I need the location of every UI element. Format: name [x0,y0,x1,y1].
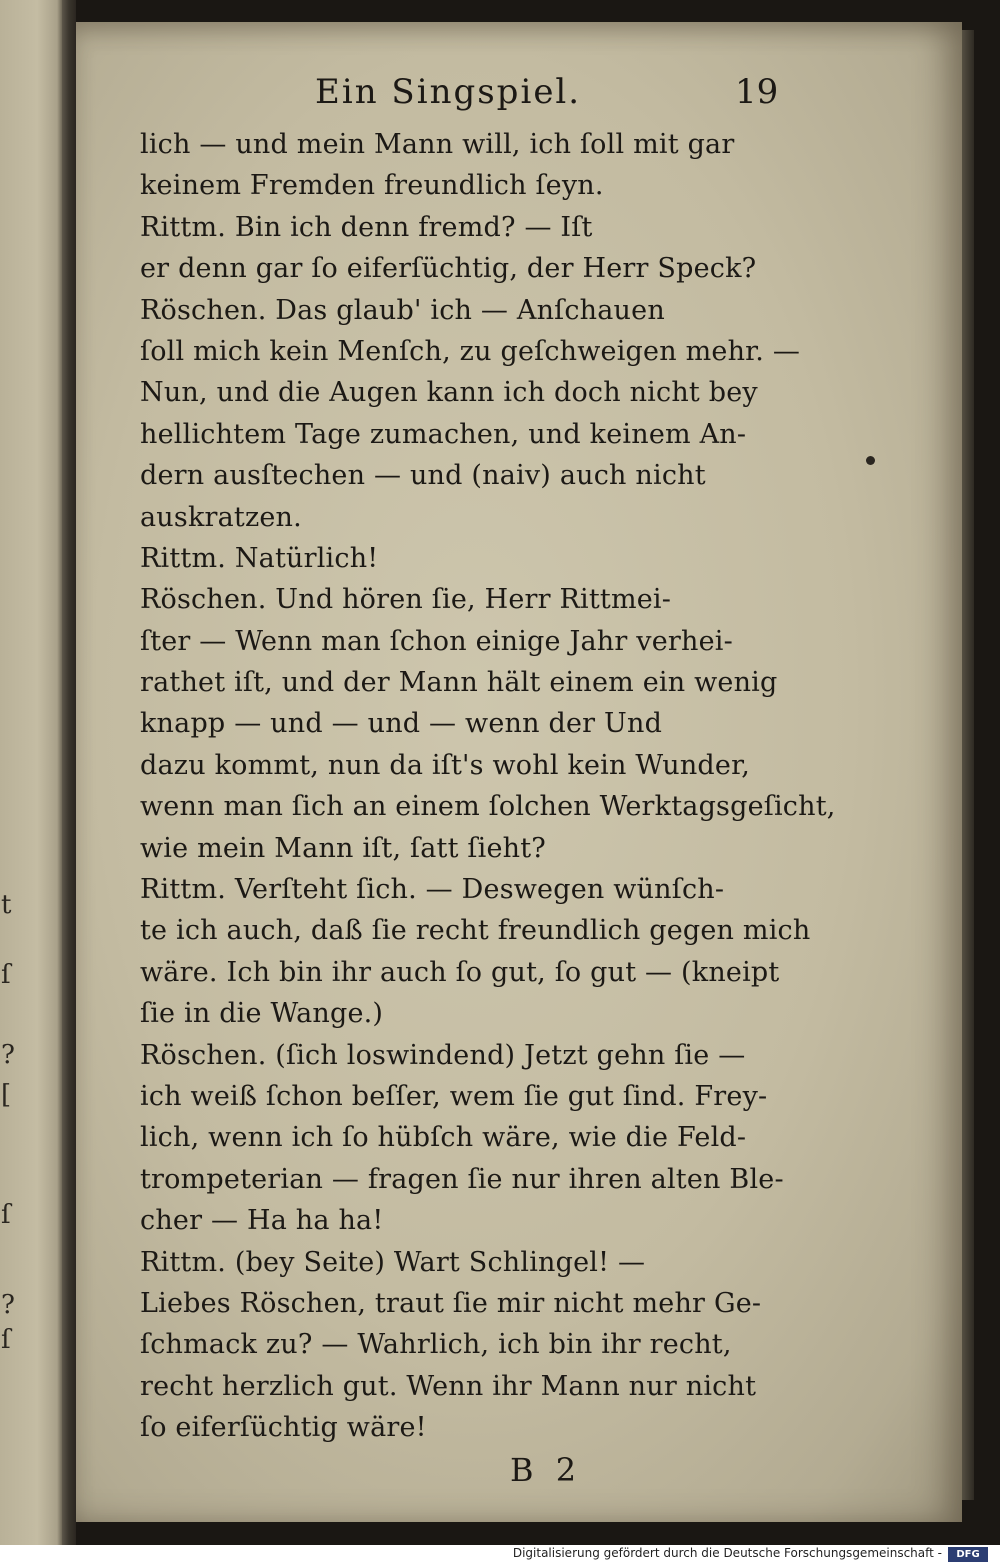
text-line: ſchmack zu? — Wahrlich, ich bin ihr recht, [140,1329,732,1361]
funding-credit: Digitalisierung gefördert durch die Deutsche Forschungsgemeinschaft - [512,1546,942,1560]
text-line: lich, wenn ich ſo hübſch wäre, wie die Feld- [140,1122,747,1154]
text-line: Röschen. Und hören ſie, Herr Rittmei- [140,584,672,616]
text-line: Rittm. Bin ich denn fremd? — Iſt [140,211,593,243]
text-line: ſter — Wenn man ſchon einige Jahr verhei- [140,625,733,657]
text-line: Rittm. Natürlich! [140,542,379,574]
text-line: recht herzlich gut. Wenn ihr Mann nur nicht [140,1370,757,1402]
text-line: cher — Ha ha ha! [140,1205,384,1237]
text-line: Röschen. (ſich loswindend) Jetzt gehn ſie — [140,1039,746,1071]
body-text [140,124,836,1449]
text-line: ſoll mich kein Menſch, zu geſchweigen mehr. — [140,335,801,367]
text-line: er denn gar ſo eiferſüchtig, der Herr Speck? [140,253,757,285]
text-line: hellichtem Tage zumachen, und keinem An- [140,418,747,450]
text-line: Rittm. Verſteht ſich. — Deswegen wünſch- [140,874,725,906]
text-line: wenn man ſich an einem ſolchen Werktagsgeſicht, [140,791,836,823]
text-line: ſo eiferſüchtig wäre! [140,1412,427,1444]
signature-text: B 2 [510,1450,583,1489]
ink-spot [866,456,875,465]
text-line: rathet iſt, und der Mann hält einem ein wenig [140,667,778,699]
text-line: trompeterian — fragen ſie nur ihren alten Ble- [140,1163,784,1195]
text-line: auskratzen. [140,501,302,533]
running-title: Ein Singspiel. [315,72,582,112]
page-number: 19 [735,72,779,112]
text-line: Röschen. Das glaub' ich — Anſchauen [140,294,665,326]
book-gutter [62,0,76,1545]
margin-mark: t [1,890,12,920]
dfg-logo: DFG [948,1547,988,1562]
text-line: dern ausſtechen — und (naiv) auch nicht [140,460,706,492]
text-line: knapp — und — und — wenn der Und [140,708,663,740]
previous-page-margin-text [0,0,62,1545]
text-line: wäre. Ich bin ihr auch ſo gut, ſo gut — (kneipt [140,956,780,988]
text-line: lich — und mein Mann will, ich ſoll mit gar [140,129,735,160]
text-line: ich weiß ſchon beſſer, wem ſie gut ſind. Frey- [140,1080,768,1112]
text-line: dazu kommt, nun da iſt's wohl kein Wunder, [140,749,751,781]
text-line: te ich auch, daß ſie recht freundlich gegen mich [140,915,811,947]
margin-mark: [ [1,1080,12,1110]
margin-mark: ſ [1,1325,11,1355]
margin-mark: ? [1,1290,15,1320]
text-line: ſie in die Wange.) [140,998,384,1030]
margin-mark: ſ [1,1200,11,1230]
page-header [140,72,820,124]
text-line: Rittm. (bey Seite) Wart Schlingel! — [140,1246,646,1278]
text-line: wie mein Mann iſt, ſatt ſieht? [140,832,546,864]
page-text-block [140,72,836,1501]
margin-mark: ſ [1,960,11,990]
signature-mark [140,1451,820,1501]
text-line: Liebes Röschen, traut ſie mir nicht mehr Ge- [140,1287,762,1319]
text-line: keinem Fremden freundlich ſeyn. [140,170,604,202]
text-line: Nun, und die Augen kann ich doch nicht bey [140,377,758,409]
margin-mark: ? [1,1040,15,1070]
digitization-footer [0,1545,1000,1565]
